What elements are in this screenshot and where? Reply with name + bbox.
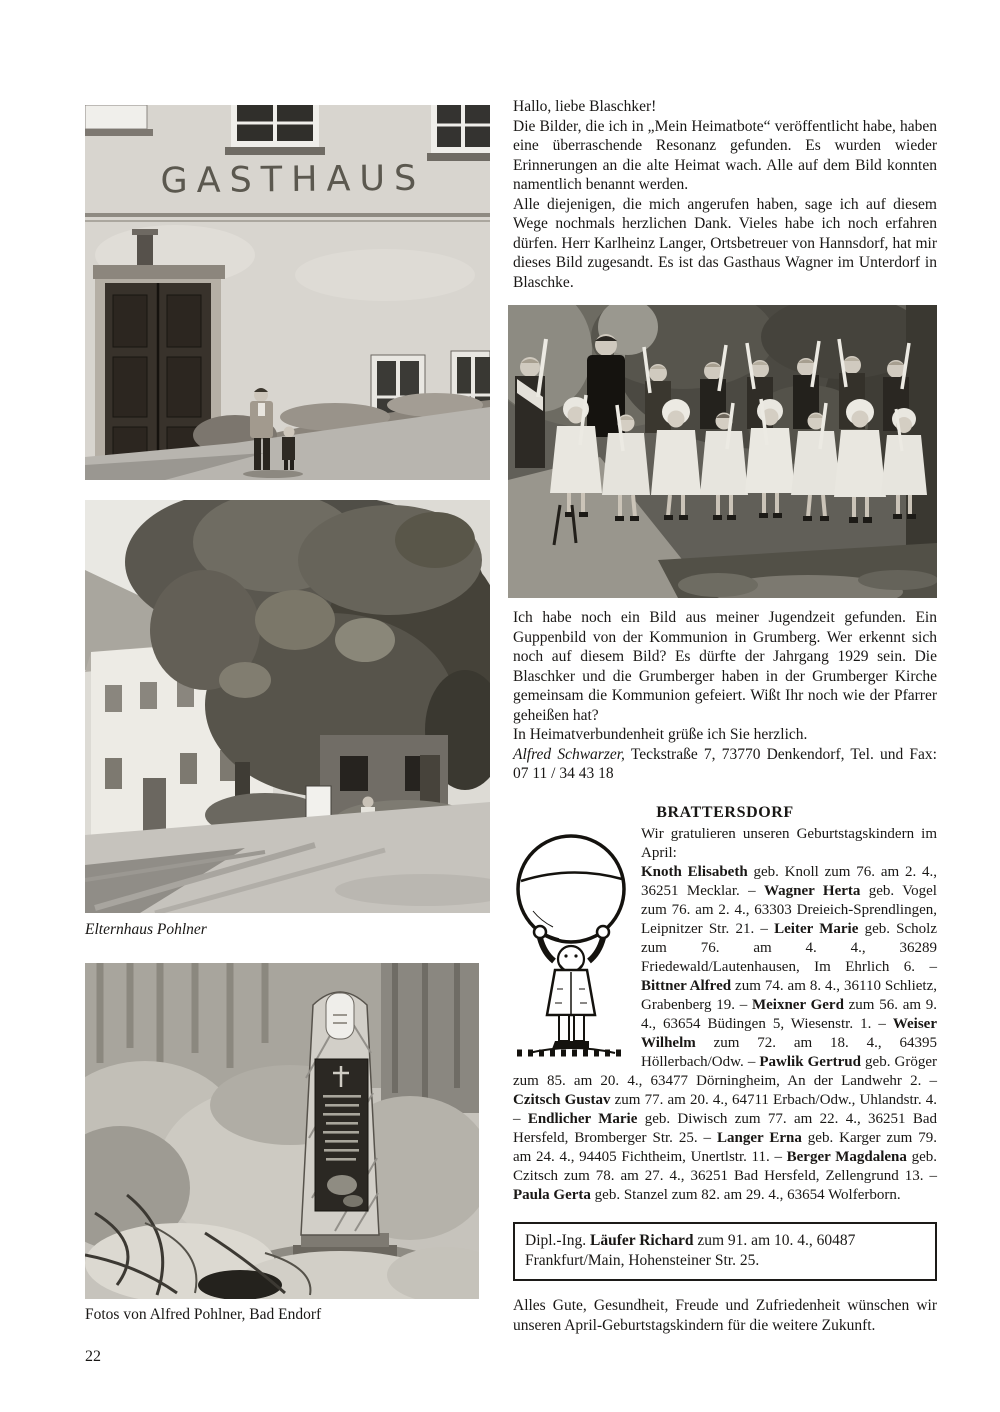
photo-kommunion-grumberg [508,305,937,598]
facade-molding [85,213,490,217]
letter-greeting: Hallo, liebe Blaschker! [513,98,657,115]
gasthaus-photo-drawing [85,105,490,480]
kommunion-photo-drawing [508,305,937,598]
atlas-ball-illustration [513,831,629,1057]
dark-undergrowth [198,1270,282,1299]
closing-wishes [513,1296,937,1335]
letter-para1: Die Bilder, die ich in „Mein Heimatbote“ veröffentlicht habe, haben eine überraschende Resonanz gefunden. Es wurden wieder Erinnerungen an die alte Heimat wach. Alle auf dem Bild konnten namentlich benannt werden. [513,117,937,193]
photo-war-memorial [85,963,479,1299]
brattersdorf-heading: BRATTERSDORF [656,804,794,821]
brattersdorf-intro: Wir gratulieren unseren Geburtstagskindern im April: [641,826,937,861]
upper-window-left [85,105,153,136]
letter-signature: Alfred Schwarzer, Teckstraße 7, 73770 Denkendorf, Tel. und Fax: 07 11 / 34 43 18 [513,745,937,782]
photo-gasthaus-wagner [85,105,490,480]
upper-window-right [427,105,490,161]
brattersdorf-section [513,803,937,1205]
elternhaus-photo-drawing [85,500,490,913]
letter-para4: In Heimatverbundenheit grüße ich Sie herzlich. [513,726,808,743]
letter-para3: Ich habe noch ein Bild aus meiner Jugendzeit gefunden. Ein Guppenbild von der Kommunion in Grumberg. Wer erkennt sich noch auf diesem Bild? Es dürfte der Jahrgang 1929 sein. Die Blaschker und die Grumberger haben in der Grumberger Kirche gemeinsam die Kommunion gefeiert. Wißt Ihr noch wie der Pfarrer geheißen hat? [513,609,937,724]
caption-elternhaus: Elternhaus Pohlner [85,921,207,938]
letter-intro-block [513,97,937,292]
closing-paragraph: Alles Gute, Gesundheit, Freude und Zufriedenheit wünschen wir unseren April-Geburtstagskindern für die weitere Zukunft. [513,1297,937,1334]
page-number: 22 [85,1348,101,1365]
caption-fotos: Fotos von Alfred Pohlner, Bad Endorf [85,1306,322,1323]
letter-second-block [513,608,937,784]
photo-elternhaus-pohlner [85,500,490,913]
upper-window-center [225,105,325,155]
letter-para2: Alle diejenigen, die mich angerufen haben, sage ich auf diesem Wege nochmals herzlichen Dank. Vieles habe ich noch erfahren dürfen. Herr Karlheinz Langer, Ortsbetreuer von Hannsdorf, hat mir dieses Bild zugesandt. Es ist das Gasthaus Wagner im Unterdorf in Blaschke. [513,195,937,291]
memorial-photo-drawing [85,963,479,1299]
gasthaus-sign-text: GASTHAUS [160,158,426,202]
birthday-entries: Knoth Elisabeth geb. Knoll zum 76. am 2. 4., 36251 Mecklar. – Wagner Herta geb. Vogel zum 76. am 2. 4., 63303 Dreieich-Sprendlingen, Leipnitzer Str. 21. – Leiter Marie geb. Scholz zum 76. am 4. 4., 36289 Friedewald/Lautenhausen, Im Ehrlich 6. – Bittner Alfred zum 74. am 8. 4., 36110 Schlietz, Grabenberg 19. – Meixner Gerd zum 56. am 9. 4., 63654 Büdingen 5, Wiesenstr. 1. – Weiser Wilhelm zum 72. am 18. 4., 64395 Höllerbach/Odw. – Pawlik Gertrud geb. Gröger zum 85. am 20. 4., 63477 Dörningheim, An der Landwehr 2. – Czitsch Gustav zum 77. am 20. 4., 64711 Erbach/Odw., Uhlandstr. 4. – Endlicher Marie geb. Diwisch zum 77. am 22. 4., 36251 Bad Hersfeld, Bromberger Str. 25. – Langer Erna geb. Karger zum 79. am 24. 4., 94405 Fichtheim, Unertlstr. 11. – Berger Magdalena geb. Czitsch zum 78. am 27. 4., 36251 Bad Hersfeld, Zellengrund 13. – Paula Gerta geb. Stanzel zum 82. am 29. 4., 63654 Wolferborn. [513,864,938,1203]
door-ornament [137,233,153,265]
laufer-boxed-text: Dipl.-Ing. Läufer Richard zum 91. am 10. 4., 60487 Frankfurt/Main, Hohensteiner Str. 25. [525,1232,856,1269]
laufer-boxed-entry [513,1222,937,1281]
